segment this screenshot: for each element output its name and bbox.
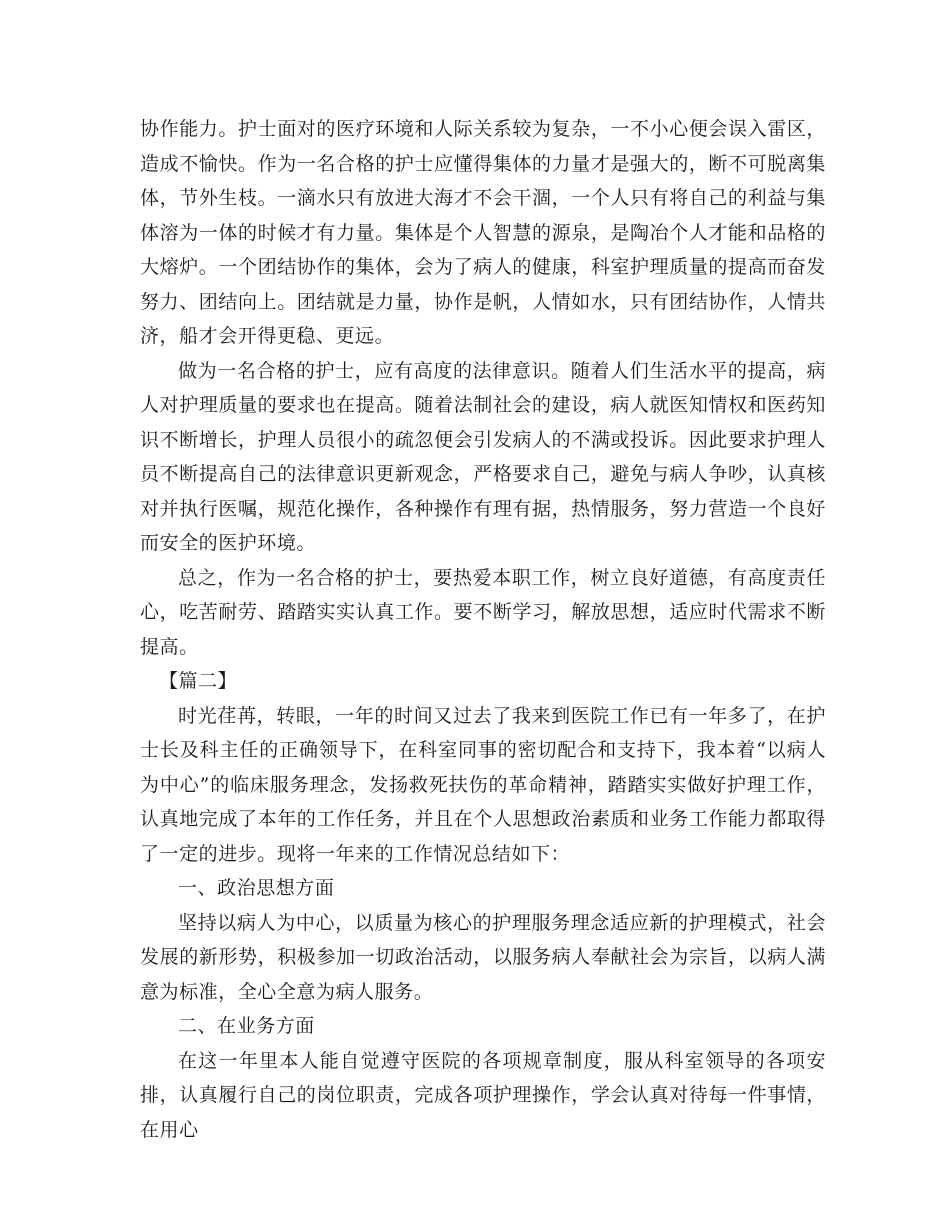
paragraph-intro-part-two: 时光荏苒，转眼，一年的时间又过去了我来到医院工作已有一年多了，在护士长及科主任的正确领导下，在科室同事的密切配合和支持下，我本着“以病人为中心”的临床服务理念，发扬救死扶伤的革命精神，踏踏实实做好护理工作，认真地完成了本年的工作任务，并且在个人思想政治素质和业务工作能力都取得了一定的进步。现将一年来的工作情况总结如下： xyxy=(140,704,826,865)
subheading-professional-work: 二、在业务方面 xyxy=(178,1015,315,1037)
paragraph-conclusion: 总之，作为一名合格的护士，要热爱本职工作，树立良好道德，有高度责任心，吃苦耐劳、踏踏实实认真工作。要不断学习，解放思想，适应时代需求不断提高。 xyxy=(140,566,826,658)
paragraph-professional-work: 在这一年里本人能自觉遵守医院的各项规章制度，服从科室领导的各项安排，认真履行自己的岗位职责，完成各项护理操作，学会认真对待每一件事情，在用心 xyxy=(140,1049,826,1141)
section-heading-part-two: 【篇二】 xyxy=(159,670,238,692)
subheading-political-thought: 一、政治思想方面 xyxy=(178,877,335,899)
paragraph-teamwork: 协作能力。护士面对的医疗环境和人际关系较为复杂，一不小心便会误入雷区，造成不愉快。作为一名合格的护士应懂得集体的力量才是强大的，断不可脱离集体，节外生枝。一滴水只有放进大海才不会干涸，一个人只有将自己的利益与集体溶为一体的时候才有力量。集体是个人智慧的源泉，是陶冶个人才能和品格的大熔炉。一个团结协作的集体，会为了病人的健康，科室护理质量的提高而奋发努力、团结向上。团结就是力量，协作是帆，人情如水，只有团结协作，人情共济，船才会开得更稳、更远。 xyxy=(140,118,826,347)
paragraph-legal-awareness: 做为一名合格的护士，应有高度的法律意识。随着人们生活水平的提高，病人对护理质量的要求也在提高。随着法制社会的建设，病人就医知情权和医药知识不断增长，护理人员很小的疏忽便会引发病人的不满或投诉。因此要求护理人员不断提高自己的法律意识更新观念，严格要求自己，避免与病人争吵，认真核对并执行医嘱，规范化操作，各种操作有理有据，热情服务，努力营造一个良好而安全的医护环境。 xyxy=(140,359,826,554)
document-body xyxy=(140,112,826,1147)
paragraph-political-thought: 坚持以病人为中心，以质量为核心的护理服务理念适应新的护理模式，社会发展的新形势，积极参加一切政治活动，以服务病人奉献社会为宗旨，以病人满意为标准，全心全意为病人服务。 xyxy=(140,911,826,1003)
